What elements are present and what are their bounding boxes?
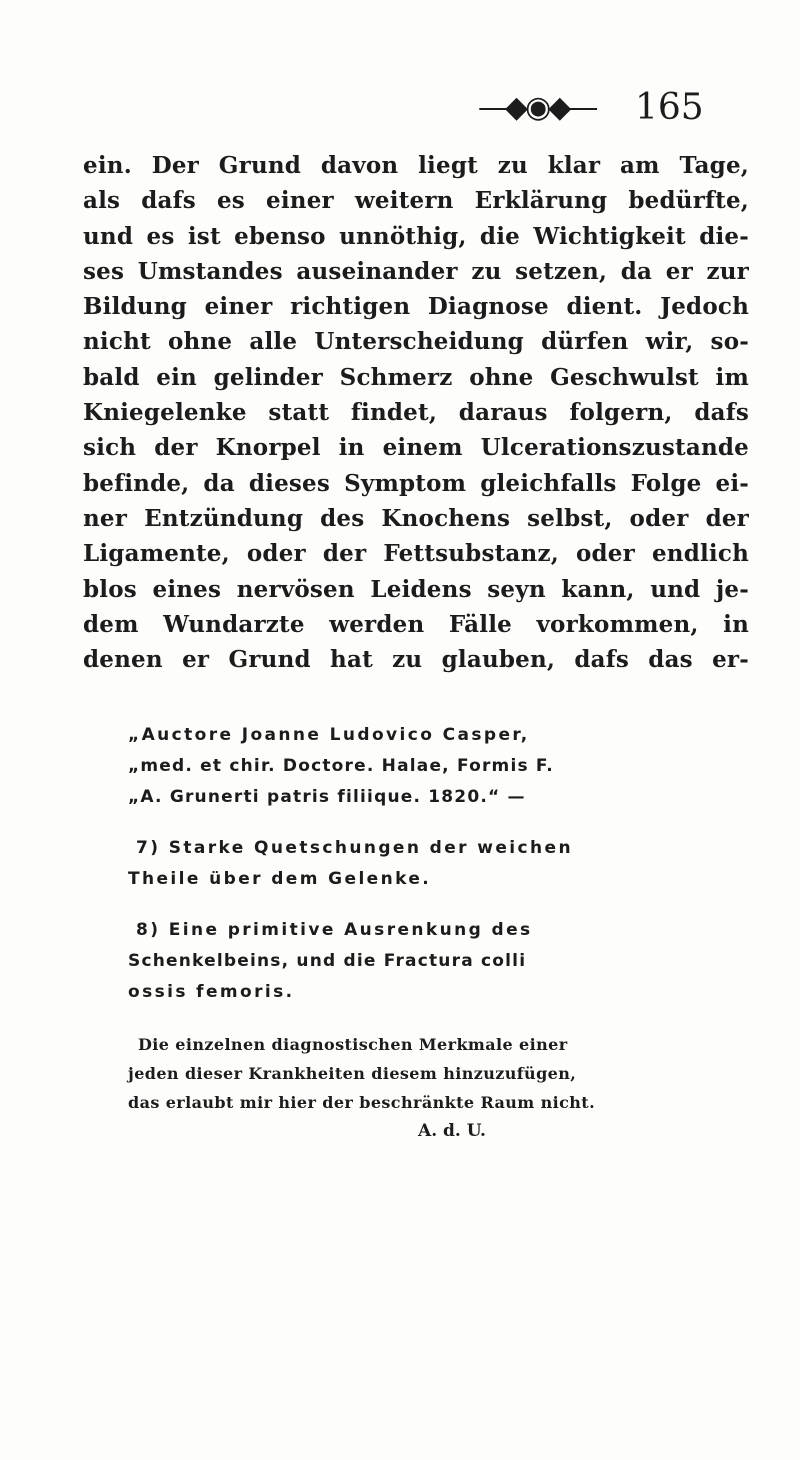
text-line: Bildung einer richtigen Diagnose dient. Jedoch bbox=[83, 293, 749, 321]
main-paragraph bbox=[83, 148, 749, 677]
item-7-line: Theile über dem Gelenke. bbox=[128, 869, 432, 889]
item-8-line: Schenkelbeins, und die Fractura colli bbox=[128, 951, 527, 971]
note-line: jeden dieser Krankheiten diesem hinzuzufügen, bbox=[128, 1064, 577, 1083]
text-line: Kniegelenke statt findet, daraus folgern, dafs bbox=[83, 399, 749, 427]
item-8 bbox=[128, 915, 748, 1008]
item-7-line: 7) Starke Quetschungen der weichen bbox=[136, 838, 573, 858]
spacer bbox=[128, 813, 748, 833]
text-line: Ligamente, oder der Fettsubstanz, oder endlich bbox=[83, 540, 749, 568]
note-line: das erlaubt mir hier der beschränkte Raum nicht. bbox=[128, 1093, 596, 1112]
spacer bbox=[128, 895, 748, 915]
text-line: blos eines nervösen Leidens seyn kann, und je- bbox=[83, 575, 749, 603]
text-line: nicht ohne alle Unterscheidung dürfen wir, so- bbox=[83, 328, 749, 356]
text-line: sich der Knorpel in einem Ulcerationszustande bbox=[83, 434, 749, 462]
citation-line: „med. et chir. Doctore. Halae, Formis F. bbox=[128, 756, 554, 776]
citation-line: „Auctore Joanne Ludovico Casper, bbox=[128, 725, 530, 745]
text-line: bald ein gelinder Schmerz ohne Geschwulst im bbox=[83, 363, 749, 391]
page-header bbox=[430, 88, 720, 128]
note-line: Die einzelnen diagnostischen Merkmale einer bbox=[138, 1035, 568, 1054]
header-ornament: —◆◉◆— bbox=[478, 90, 596, 125]
item-7 bbox=[128, 833, 748, 895]
text-line: denen er Grund hat zu glauben, dafs das er- bbox=[83, 646, 749, 674]
text-line: als dafs es einer weitern Erklärung bedürfte, bbox=[83, 187, 749, 215]
citation-line: „A. Grunerti patris filiique. 1820.“ — bbox=[128, 787, 526, 807]
translator-signature: A. d. U. bbox=[418, 1121, 486, 1141]
citation-block bbox=[128, 720, 748, 813]
text-line: ses Umstandes auseinander zu setzen, da er zur bbox=[83, 257, 749, 285]
text-line: ner Entzündung des Knochens selbst, oder der bbox=[83, 504, 749, 532]
item-8-line: ossis femoris. bbox=[128, 982, 295, 1002]
spacer bbox=[128, 1008, 748, 1030]
text-line: ein. Der Grund davon liegt zu klar am Tage, bbox=[83, 152, 749, 179]
text-line: und es ist ebenso unnöthig, die Wichtigkeit die- bbox=[83, 222, 749, 250]
translator-note bbox=[128, 1030, 748, 1146]
text-line: dem Wundarzte werden Fälle vorkommen, in bbox=[83, 610, 749, 638]
footnotes-section bbox=[128, 720, 748, 1146]
item-8-line: 8) Eine primitive Ausrenkung des bbox=[136, 920, 533, 940]
text-line: befinde, da dieses Symptom gleichfalls Folge ei- bbox=[83, 469, 749, 497]
page-number: 165 bbox=[635, 87, 704, 128]
